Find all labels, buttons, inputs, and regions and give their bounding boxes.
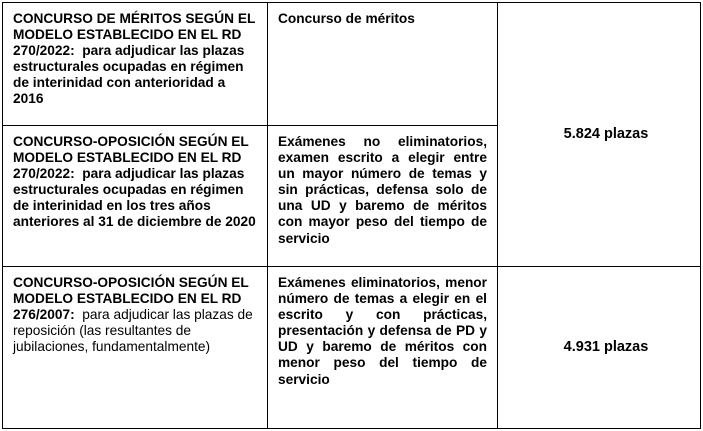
modality-detail: para adjudicar las plazas estructurales ocupadas en régimen de interinidad en los tres años anteriores al 31 de diciembre de 2020: [13, 166, 256, 230]
comparison-table: [2, 2, 701, 429]
modality-title: CONCURSO DE MÉRITOS SEGÚN EL MODELO ESTABLECIDO EN EL RD 270/2022:: [13, 11, 256, 59]
description-cell: Exámenes no eliminatorios, examen escrito a elegir entre un mayor número de temas y sin prácticas, defensa solo de una UD y baremo de méritos con mayor peso del tiempo de servicio: [268, 126, 498, 267]
table-row: [3, 3, 701, 126]
description-cell: Exámenes eliminatorios, menor número de temas a elegir en el escrito y con prácticas, presentación y defensa de PD y UD y baremo de méritos con menor peso del tiempo de servicio: [268, 267, 498, 429]
description-cell: Concurso de méritos: [268, 3, 498, 126]
modality-cell: [3, 3, 268, 126]
modality-detail: para adjudicar las plazas estructurales ocupadas en régimen de interinidad con anterioridad a 2016: [13, 43, 245, 107]
modality-title: CONCURSO-OPOSICIÓN SEGÚN EL MODELO ESTABLECIDO EN EL RD 276/2007:: [13, 275, 249, 323]
table-row: [3, 267, 701, 429]
places-count: 4.931 plazas: [498, 267, 701, 429]
modality-title: CONCURSO-OPOSICIÓN SEGÚN EL MODELO ESTABLECIDO EN EL RD 270/2022:: [13, 134, 249, 182]
modality-detail: para adjudicar las plazas de reposición (las resultantes de jubilaciones, fundamentalmente): [13, 307, 253, 355]
places-count: 5.824 plazas: [498, 3, 701, 267]
modality-cell: [3, 267, 268, 429]
modality-cell: [3, 126, 268, 267]
